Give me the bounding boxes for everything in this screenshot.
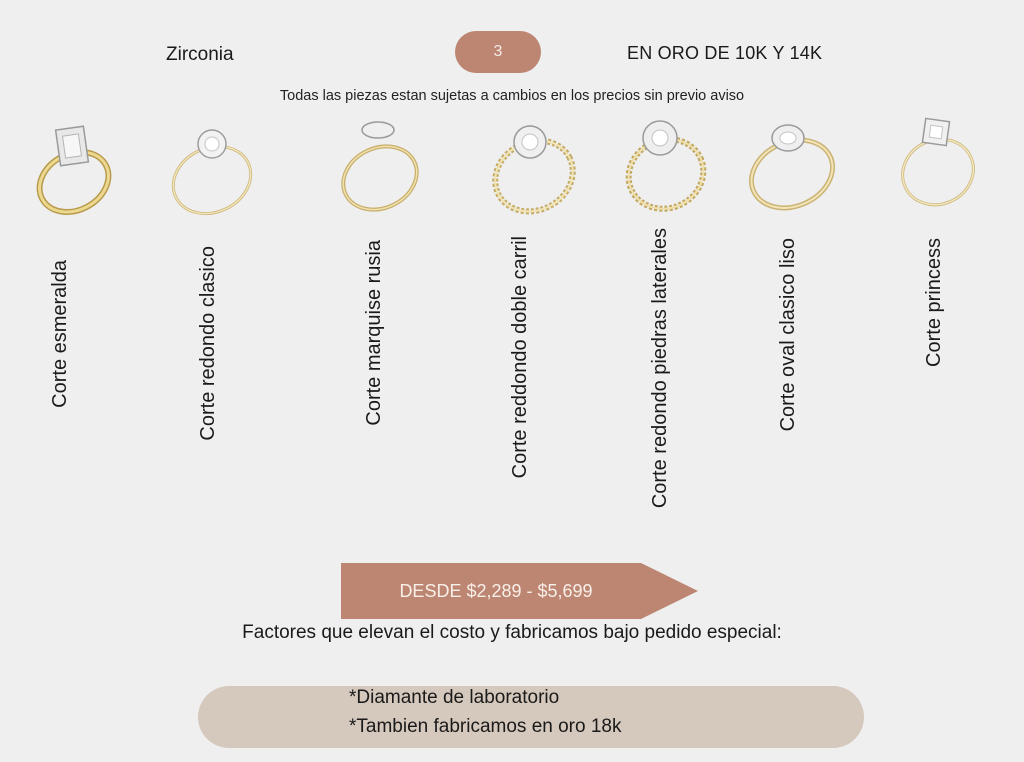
ring-name-marquise xyxy=(354,240,394,462)
ring-name-label: Corte princess xyxy=(923,238,945,367)
gold-options-label: EN ORO DE 10K Y 14K xyxy=(627,43,823,63)
extra-lab-diamond: *Diamante de laboratorio xyxy=(349,687,560,708)
ring-name-esmeralda xyxy=(40,260,80,436)
ring-name-label: Corte esmeralda xyxy=(49,260,71,408)
ring-name-label: Corte redondo piedras laterales xyxy=(649,228,671,509)
extras-box xyxy=(198,686,864,748)
ring-name-label: Corte marquise rusia xyxy=(363,240,385,426)
ring-name-label: Corte reddondo doble carril xyxy=(509,236,531,479)
ring-name-label: Corte oval clasico liso xyxy=(777,238,799,432)
factors-heading: Factores que elevan el costo y fabricamos bajo pedido especial: xyxy=(242,622,782,643)
ring-name-oval xyxy=(768,238,808,464)
ring-name-princess xyxy=(914,238,954,394)
ring-marquise-icon xyxy=(332,116,428,216)
extra-gold-18k: *Tambien fabricamos en oro 18k xyxy=(349,716,622,737)
ring-round-side-stones-icon xyxy=(618,116,714,216)
ring-name-piedras-laterales xyxy=(640,228,680,558)
ring-round-classic-icon xyxy=(162,120,258,220)
ring-round-double-rail-icon xyxy=(486,118,582,218)
ring-name-doble-carril xyxy=(500,236,540,530)
ring-oval-classic-icon xyxy=(742,116,838,216)
price-range-text: DESDE $2,289 - $5,699 xyxy=(399,580,593,601)
ring-name-label: Corte redondo clasico xyxy=(197,246,219,441)
price-range-banner xyxy=(341,563,698,619)
page-number-badge: 3 xyxy=(455,31,541,73)
ring-princess-icon xyxy=(892,114,988,214)
ring-name-redondo-clasico xyxy=(188,246,228,478)
price-disclaimer: Todas las piezas estan sujetas a cambios en los precios sin previo aviso xyxy=(279,88,745,104)
material-label: Zirconia xyxy=(166,44,234,65)
ring-emerald-cut-icon xyxy=(24,120,120,220)
